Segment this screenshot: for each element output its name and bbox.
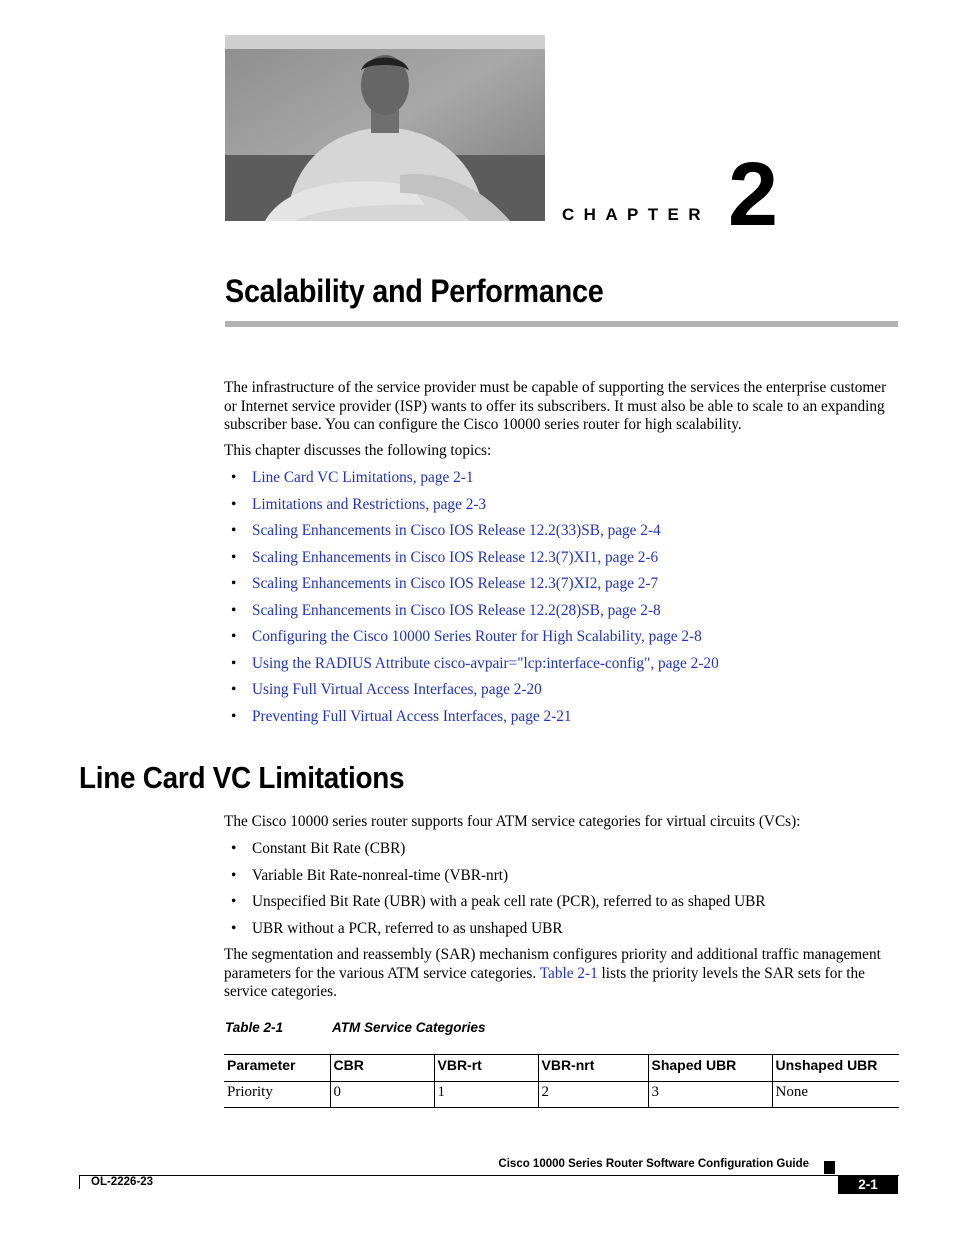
service-category-list (224, 840, 766, 946)
footer-tick (79, 1175, 80, 1189)
chapter-number: 2 (728, 145, 779, 245)
table-cell: Priority (224, 1082, 330, 1108)
topic-link[interactable]: • Using Full Virtual Access Interfaces, page 2-20 (224, 681, 719, 708)
topic-link[interactable]: • Configuring the Cisco 10000 Series Router for High Scalability, page 2-8 (224, 628, 719, 655)
table-reference-link[interactable]: Table 2-1 (539, 964, 598, 982)
topic-link[interactable]: • Limitations and Restrictions, page 2-3 (224, 496, 719, 523)
topic-list (224, 469, 719, 734)
table-cell: 0 (330, 1082, 434, 1108)
table-number: Table 2-1 (225, 1020, 284, 1035)
column-header: Shaped UBR (648, 1055, 772, 1082)
topic-link[interactable]: • Line Card VC Limitations, page 2-1 (224, 469, 719, 496)
table-cell: 2 (538, 1082, 648, 1108)
topic-link[interactable]: • Scaling Enhancements in Cisco IOS Release 12.3(7)XI1, page 2-6 (224, 549, 719, 576)
list-item: • Unspecified Bit Rate (UBR) with a peak cell rate (PCR), referred to as shaped UBR (224, 893, 766, 920)
column-header: VBR-rt (434, 1055, 538, 1082)
table-cell: 1 (434, 1082, 538, 1108)
table-title: ATM Service Categories (332, 1020, 486, 1035)
topic-link[interactable]: • Preventing Full Virtual Access Interfaces, page 2-21 (224, 708, 719, 735)
column-header: CBR (330, 1055, 434, 1082)
table-cell: 3 (648, 1082, 772, 1108)
column-header: Parameter (224, 1055, 330, 1082)
footer-guide-title: Cisco 10000 Series Router Software Configuration Guide (498, 1158, 809, 1170)
topics-lead: This chapter discusses the following topics: (224, 442, 492, 459)
topic-link[interactable]: • Scaling Enhancements in Cisco IOS Release 12.3(7)XI2, page 2-7 (224, 575, 719, 602)
column-header: VBR-nrt (538, 1055, 648, 1082)
chapter-label: CHAPTER (562, 205, 710, 224)
footer-rule (79, 1175, 899, 1176)
table-header-row (224, 1055, 899, 1082)
table-caption (225, 1020, 486, 1035)
topic-link[interactable]: • Scaling Enhancements in Cisco IOS Release 12.2(28)SB, page 2-8 (224, 602, 719, 629)
section-paragraph: The Cisco 10000 series router supports four ATM service categories for virtual circuits (VCs): (224, 813, 801, 830)
topic-link[interactable]: • Using the RADIUS Attribute cisco-avpair="lcp:interface-config", page 2-20 (224, 655, 719, 682)
sar-paragraph: The segmentation and reassembly (SAR) mechanism configures priority and additional traffic management parameters for the various ATM service categories. Table 2-1 lists the priority levels the SAR sets for the service categories. (224, 946, 881, 1000)
list-item: • UBR without a PCR, referred to as unshaped UBR (224, 920, 766, 947)
footer-doc-number: OL-2226-23 (91, 1176, 154, 1188)
section-heading: Line Card VC Limitations (79, 760, 405, 795)
intro-paragraph: The infrastructure of the service provider must be capable of supporting the services the enterprise customer or Internet service provider (ISP) wants to offer its subscribers. It must also be able to scale to an expanding subscriber base. You can configure the Cisco 10000 series router for high scalability. (224, 379, 887, 433)
chapter-title: Scalability and Performance (225, 273, 604, 309)
list-item: • Variable Bit Rate-nonreal-time (VBR-nrt) (224, 867, 766, 894)
column-header: Unshaped UBR (772, 1055, 899, 1082)
topic-link[interactable]: • Scaling Enhancements in Cisco IOS Release 12.2(33)SB, page 2-4 (224, 522, 719, 549)
title-rule (225, 321, 898, 327)
page-number: 2-1 (838, 1175, 898, 1194)
atm-service-categories-table (224, 1054, 899, 1108)
footer-marker (824, 1161, 835, 1174)
table-row (224, 1082, 899, 1108)
chapter-header-photo (225, 35, 545, 221)
list-item: • Constant Bit Rate (CBR) (224, 840, 766, 867)
table-cell: None (772, 1082, 899, 1108)
